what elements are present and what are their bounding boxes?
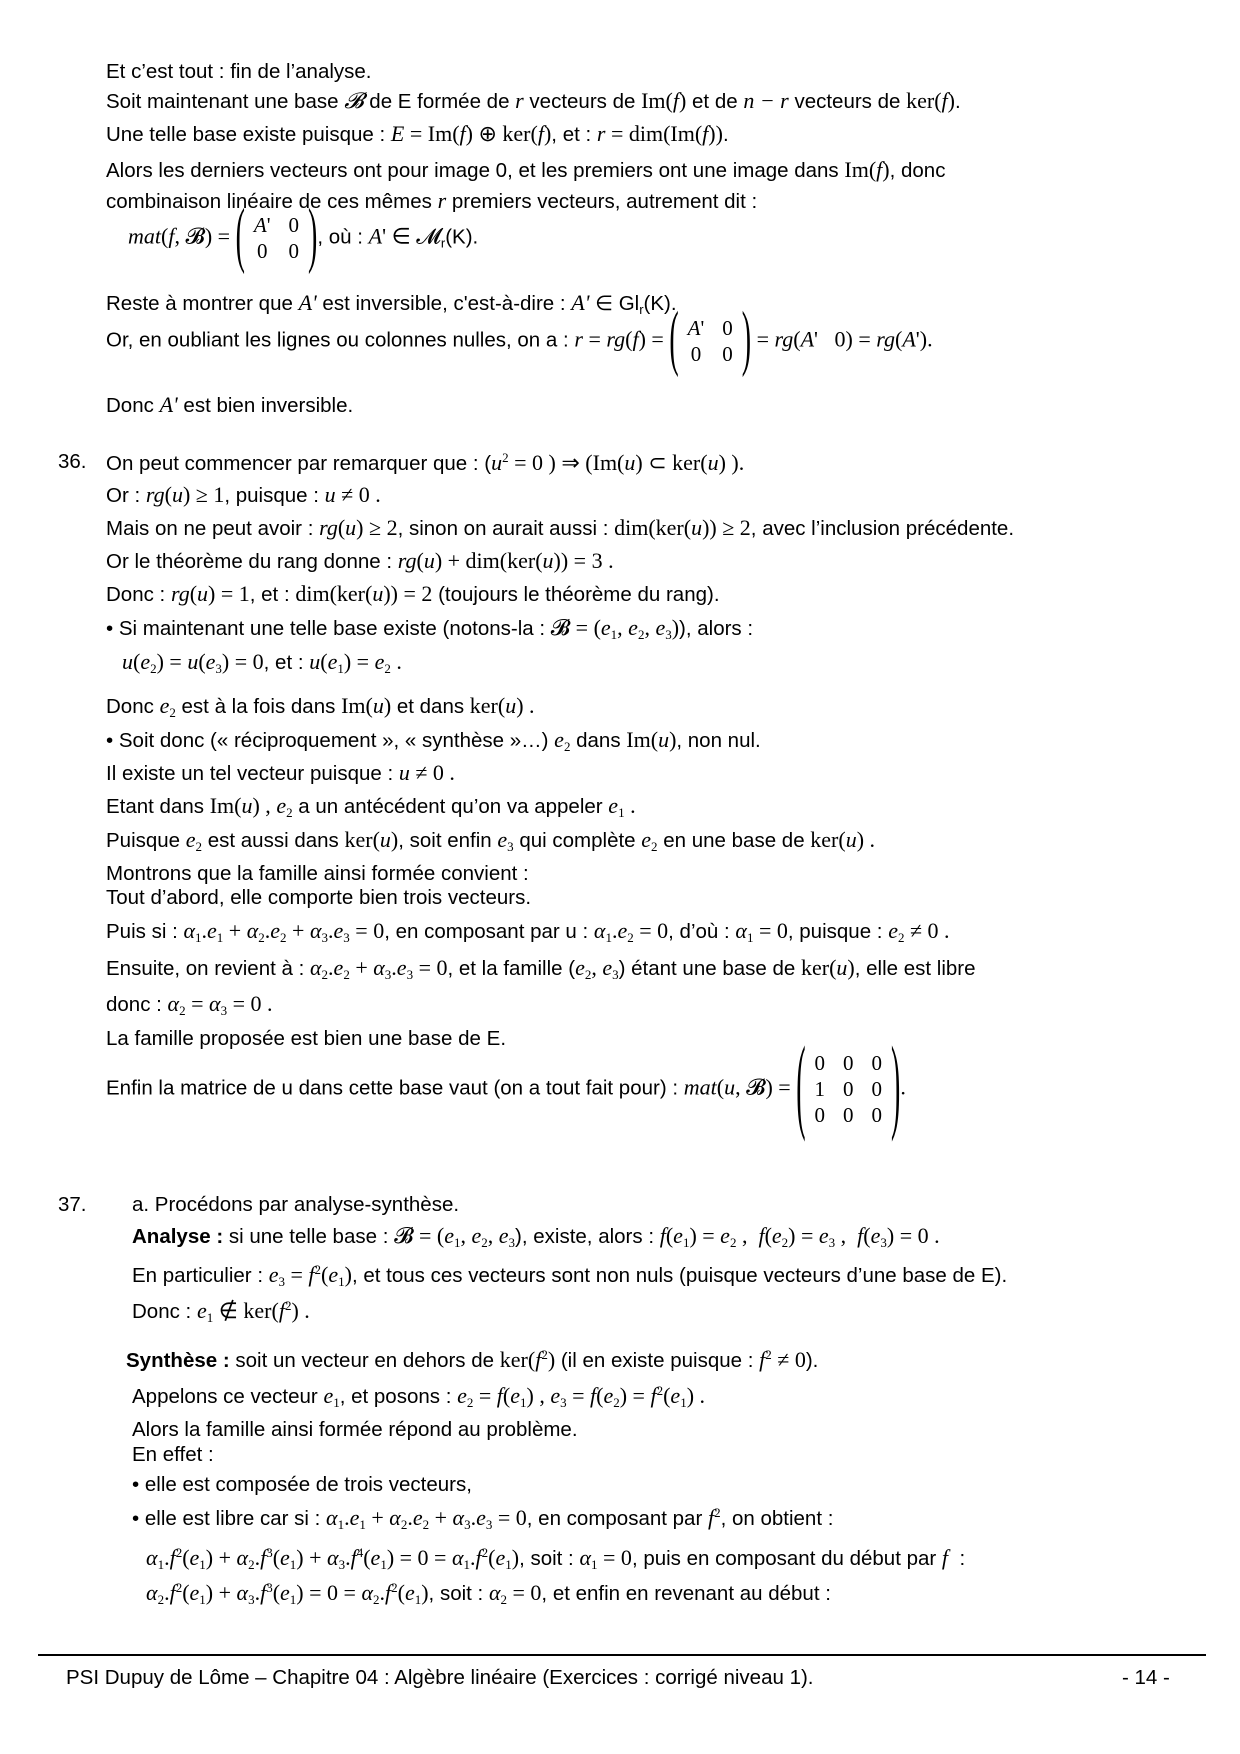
- text-line: Alors les derniers vecteurs ont pour image 0, et les premiers ont une image dans Im(f), donc: [106, 157, 946, 182]
- matrix-line: Enfin la matrice de u dans cette base vaut (on a tout fait pour) : mat(u, 𝓑) = ( 0 0 0 1 0 0 0 0 0 ) .: [106, 1028, 906, 1146]
- text-line: Donc $e_2$ est à la fois dans Im(u) et dans ker(u) .: [106, 693, 535, 720]
- text-line: Alors la famille ainsi formée répond au problème.: [132, 1418, 578, 1441]
- text-line: Analyse : si une telle base : 𝓑 = ($e_1$, $e_2$, $e_3$), existe, alors : $f(e_1) = e_2$ , $f(e_2) = e_3$ , $f(e_3) = 0$ .: [132, 1223, 940, 1250]
- block-matrix: ( A' 0 0 0 ): [235, 196, 318, 277]
- text-line: • elle est libre car si : $\alpha_1.e_1 + \alpha_2.e_2 + \alpha_3.e_3 = 0$, en composant par $f^2$, on obtient :: [132, 1505, 834, 1532]
- text-line: Puisque $e_2$ est aussi dans ker(u), soit enfin $e_3$ qui complète $e_2$ en une base de ker(u) .: [106, 827, 876, 854]
- final-matrix: ( 0 0 0 1 0 0 0 0 0 ): [796, 1028, 901, 1146]
- text-line: $\alpha_1.f^2(e_1) + \alpha_2.f^3(e_1) + \alpha_3.f^4(e_1) = 0 = \alpha_1.f^2(e_1)$, soit : $\alpha_1 = 0$, puis en composant du début par f :: [146, 1545, 966, 1572]
- text-line: En particulier : $e_3 = f^2(e_1)$, et tous ces vecteurs sont non nuls (puisque vecteurs d’une base de E).: [132, 1262, 1008, 1289]
- text-line: La famille proposée est bien une base de E.: [106, 1027, 507, 1050]
- text-line: combinaison linéaire de ces mêmes r premiers vecteurs, autrement dit :: [106, 188, 758, 213]
- text-line: $u(e_2) = u(e_3) = 0$, et : $u(e_1) = e_2$ .: [122, 649, 402, 676]
- text-line: Mais on ne peut avoir : rg(u) ≥ 2, sinon on aurait aussi : dim(ker(u)) ≥ 2, avec l’inclusion précédente.: [106, 515, 1015, 540]
- footer-rule: [38, 1654, 1206, 1656]
- page-number: - 14 -: [1122, 1666, 1170, 1689]
- footer-title: PSI Dupuy de Lôme – Chapitre 04 : Algèbre linéaire (Exercices : corrigé niveau 1).: [66, 1666, 814, 1689]
- text-line: • Soit donc (« réciproquement », « synthèse »…) $e_2$ dans Im(u), non nul.: [106, 727, 761, 754]
- text-line: Donc : rg(u) = 1, et : dim(ker(u)) = 2 (toujours le théorème du rang).: [106, 581, 720, 606]
- text-line: • Si maintenant une telle base existe (notons-la : 𝓑 = ($e_1$, $e_2$, $e_3$)), alors :: [106, 615, 754, 642]
- text-line: En effet :: [132, 1443, 214, 1466]
- text-line: Etant dans Im(u) , $e_2$ a un antécédent qu’on va appeler $e_1$ .: [106, 793, 636, 820]
- text-line: Reste à montrer que A' est inversible, c'est-à-dire : A' ∈ $Gl_r(K)$.: [106, 290, 677, 317]
- text-line: Puis si : $\alpha_1.e_1 + \alpha_2.e_2 + \alpha_3.e_3 = 0$, en composant par u : $\alpha_1.e_2 = 0$, d’où : $\alpha_1 = 0$, puisque : $e_2 \ne 0$ .: [106, 918, 950, 945]
- exercise-number: 37.: [58, 1193, 87, 1216]
- text-line: • elle est composée de trois vecteurs,: [132, 1473, 472, 1496]
- text-line: Synthèse : soit un vecteur en dehors de $ker(f^2)$ (il en existe puisque : $f^2 \ne 0$).: [126, 1347, 819, 1372]
- matrix-line: mat(f, 𝓑) = ( A' 0 0 0 ) , où : A' ∈ 𝓜$_r$(K).: [128, 196, 479, 277]
- text-line: Soit maintenant une base 𝓑 de E formée de r vecteurs de Im(f) et de n − r vecteurs de ker(f).: [106, 88, 961, 113]
- text-line: a. Procédons par analyse-synthèse.: [132, 1193, 460, 1216]
- exercise-number: 36.: [58, 450, 87, 473]
- text-line: On peut commencer par remarquer que : ($u^2 = 0$ ) ⇒ (Im(u) ⊂ ker(u) ).: [106, 450, 745, 475]
- matrix-line: Or, en oubliant les lignes ou colonnes nulles, on a : r = rg(f) = ( A' 0 0 0 ) = rg(A' 0) = rg(A').: [106, 299, 933, 380]
- text-line: Et c’est tout : fin de l’analyse.: [106, 60, 372, 83]
- text-line: Tout d’abord, elle comporte bien trois vecteurs.: [106, 886, 532, 909]
- text-line: Il existe un tel vecteur puisque : u ≠ 0 .: [106, 760, 455, 785]
- text-line: donc : $\alpha_2 = \alpha_3 = 0$ .: [106, 991, 273, 1018]
- text-line: Or : rg(u) ≥ 1, puisque : u ≠ 0 .: [106, 482, 381, 507]
- text-line: Une telle base existe puisque : E = Im(f) ⊕ ker(f), et : r = dim(Im(f)).: [106, 121, 729, 146]
- text-line: Appelons ce vecteur $e_1$, et posons : $e_2 = f(e_1)$ , $e_3 = f(e_2) = f^2(e_1)$ .: [132, 1383, 706, 1410]
- text-line: Donc : $e_1$ ∉ $ker(f^2)$ .: [132, 1298, 310, 1325]
- text-line: $\alpha_2.f^2(e_1) + \alpha_3.f^3(e_1) = 0 = \alpha_2.f^2(e_1)$, soit : $\alpha_2 = 0$, et enfin en revenant au début :: [146, 1580, 831, 1607]
- text-line: Donc A' est bien inversible.: [106, 392, 354, 417]
- text-line: Ensuite, on revient à : $\alpha_2.e_2 + \alpha_3.e_3 = 0$, et la famille ($e_2$, $e_3$) étant une base de ker(u), elle est libre: [106, 955, 976, 982]
- block-matrix: ( A' 0 0 0 ): [669, 299, 752, 380]
- text-line: Montrons que la famille ainsi formée convient :: [106, 862, 529, 885]
- text-line: Or le théorème du rang donne : rg(u) + dim(ker(u)) = 3 .: [106, 548, 614, 573]
